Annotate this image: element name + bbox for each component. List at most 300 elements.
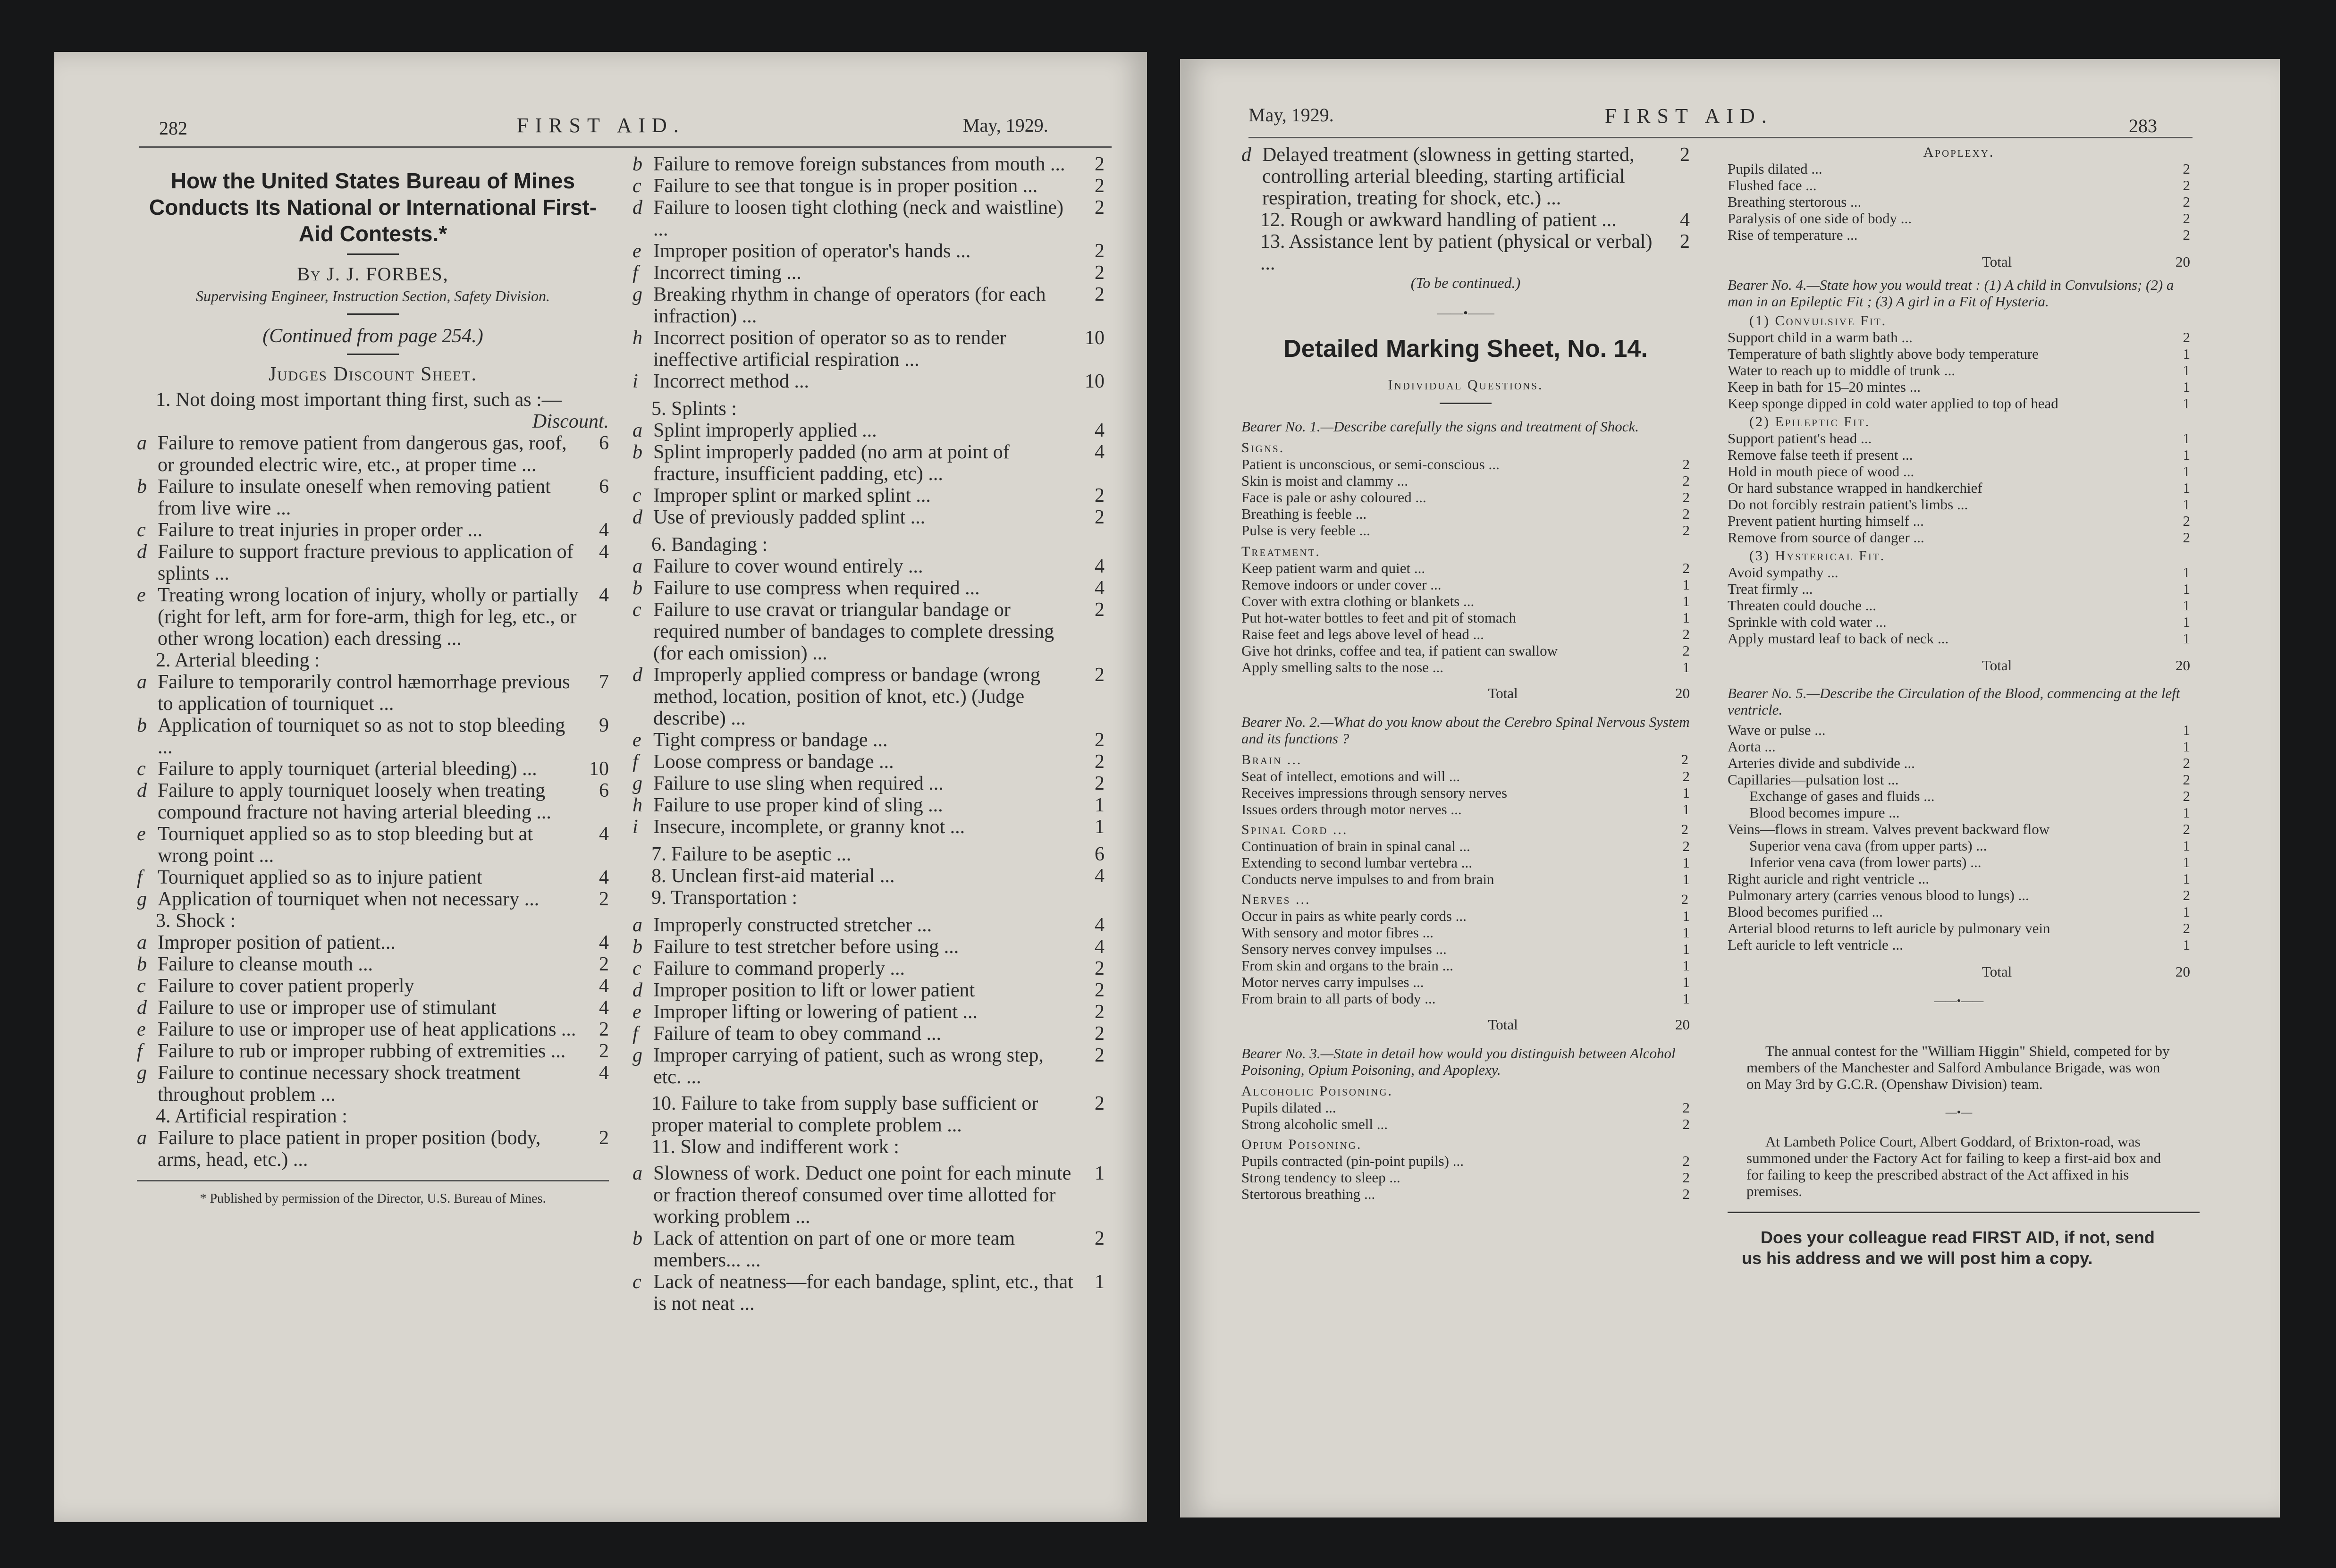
item-value: 1	[2183, 581, 2190, 597]
item-letter: f	[632, 1023, 638, 1045]
item-letter: c	[137, 758, 146, 780]
shield-news: The annual contest for the "William Higgin" Shield, competed for by members of the Manchester and Salford Ambulance Brigade, was won on May 3rd by G.C.R. (Openshaw Division) team.	[1746, 1043, 2170, 1092]
item-text: Put hot-water bottles to feet and pit of stomach	[1241, 609, 1516, 626]
item-letter: c	[137, 975, 146, 997]
item-text: Flushed face ...	[1728, 177, 1817, 194]
list-item	[1728, 738, 2190, 755]
list-item	[632, 664, 1105, 729]
item-text: Failure to test stretcher before using ...	[653, 936, 959, 958]
item-letter: g	[632, 284, 642, 305]
item-text: Sensory nerves convey impulses ...	[1241, 941, 1447, 957]
item-letter: f	[632, 751, 638, 773]
list-item	[1728, 920, 2190, 936]
item-value: 10	[589, 758, 609, 780]
item-value: 1	[1682, 854, 1690, 871]
list-item	[632, 1045, 1105, 1088]
item-value: 2	[599, 1019, 609, 1040]
item-value: 1	[2183, 738, 2190, 755]
date-right: May, 1929.	[1248, 104, 1334, 126]
left-column-1	[137, 168, 609, 1210]
list-item	[632, 816, 1105, 838]
item-text: Apply smelling salts to the nose ...	[1241, 659, 1443, 675]
item-letter: a	[632, 556, 642, 577]
list-item	[632, 577, 1105, 599]
item-value: 2	[1095, 979, 1105, 1001]
list-item	[1728, 581, 2190, 597]
item-value: 1	[2183, 837, 2190, 854]
hysterical-heading: (3) Hysterical Fit.	[1749, 548, 1886, 564]
bearer-3-question: Bearer No. 3.—State in detail how would you distinguish between Alcohol Poisoning, Opium Poisoning, and Apoplexy.	[1241, 1045, 1676, 1078]
item-value: 1	[1682, 974, 1690, 990]
item-text: Failure to cleanse mouth ...	[158, 953, 373, 975]
list-item	[1728, 788, 2190, 804]
item-text: Failure to use sling when required ...	[653, 773, 944, 794]
item-value: 1	[2183, 903, 2190, 920]
list-item	[632, 240, 1105, 262]
item-value: 2	[1682, 1169, 1690, 1186]
item-value: 1	[2183, 597, 2190, 614]
item-text: Failure to insulate oneself when removing patient from live wire ...	[158, 476, 551, 519]
item-value: 2	[1095, 664, 1105, 686]
item-value: 1	[2183, 463, 2190, 480]
item-text: Strong alcoholic smell ...	[1241, 1116, 1388, 1132]
item-value: 2	[2183, 177, 2190, 194]
list-item	[632, 420, 1105, 441]
item-12: 12. Rough or awkward handling of patient ... 4	[1260, 209, 1690, 231]
item-letter: f	[137, 1040, 143, 1062]
item-8: 8. Unclean first-aid material ... 4	[651, 865, 1105, 887]
item-value: 1	[1682, 924, 1690, 941]
item-text: Failure to cover wound entirely ...	[653, 556, 923, 577]
list-item	[1241, 659, 1690, 675]
list-item-group	[632, 914, 1105, 1088]
item-value: 2	[2183, 513, 2190, 529]
running-title-left: FIRST AID.	[517, 114, 685, 137]
item-value: 2	[1095, 1045, 1105, 1066]
list-item-group	[1728, 722, 2190, 953]
item-value: 1	[2183, 804, 2190, 821]
item-value: 2	[1682, 642, 1690, 659]
item-text: Blood becomes purified ...	[1728, 903, 1883, 920]
item-text: Treat firmly ...	[1728, 581, 1813, 597]
item-text: Failure to apply tourniquet loosely when treating compound fracture not having arterial bleeding ...	[158, 780, 551, 823]
item-text: Lack of attention on part of one or more team members... ...	[653, 1228, 1015, 1271]
item-text: Temperature of bath slightly above body temperature	[1728, 346, 2039, 362]
item-value: 1	[1682, 957, 1690, 974]
item-text: Failure to cover patient properly	[158, 975, 414, 997]
item-text: Motor nerves carry impulses ...	[1241, 974, 1424, 990]
item-value: 1	[1095, 1163, 1105, 1184]
item-text: Hold in mouth piece of wood ...	[1728, 463, 1914, 480]
item-value: 2	[2183, 529, 2190, 546]
treatment-heading: Treatment.	[1241, 544, 1321, 559]
list-item-group	[137, 1127, 609, 1171]
signs-heading: Signs.	[1241, 440, 1285, 455]
item-value: 2	[1095, 1023, 1105, 1045]
list-item	[632, 979, 1105, 1001]
list-item	[1241, 593, 1690, 609]
item-letter: b	[137, 476, 147, 497]
item-value: 2	[1682, 456, 1690, 472]
item-value: 2	[1095, 506, 1105, 528]
date-left: May, 1929.	[963, 115, 1048, 136]
item-value: 1	[2183, 722, 2190, 738]
heading-slow: 11. Slow and indifferent work :	[651, 1136, 899, 1158]
list-item	[1241, 768, 1690, 784]
list-item	[1241, 1099, 1690, 1116]
item-value: 1	[1682, 659, 1690, 675]
item-value: 2	[1682, 560, 1690, 576]
item-value: 1	[2183, 630, 2190, 647]
item-text: Keep patient warm and quiet ...	[1241, 560, 1425, 576]
list-item	[137, 758, 609, 780]
list-item	[137, 867, 609, 888]
list-item-group	[632, 1163, 1105, 1315]
item-text: Application of tourniquet when not necessary ...	[158, 888, 540, 910]
item-value: 2	[2183, 227, 2190, 243]
item-letter: d	[632, 979, 642, 1001]
item-text: Skin is moist and clammy ...	[1241, 472, 1408, 489]
item-letter: c	[632, 175, 641, 197]
item-letter: a	[137, 932, 147, 953]
questions-rule	[1440, 403, 1492, 404]
list-item	[1241, 871, 1690, 887]
list-item	[137, 584, 609, 649]
heading-shock: 3. Shock :	[156, 910, 236, 932]
item-value: 2	[2183, 329, 2190, 346]
item-text: Pupils contracted (pin-point pupils) ...	[1241, 1153, 1464, 1169]
item-value: 1	[2183, 614, 2190, 630]
list-item	[1728, 771, 2190, 788]
header-rule-right	[1248, 137, 2193, 138]
item-text: Improperly constructed stretcher ...	[653, 914, 932, 936]
list-item	[1728, 160, 2190, 177]
item-value: 2	[1682, 489, 1690, 506]
list-item	[632, 1228, 1105, 1271]
item-value: 2	[1095, 175, 1105, 197]
promo-rule	[1728, 1212, 2200, 1213]
item-text: Cover with extra clothing or blankets ...	[1241, 593, 1475, 609]
item-value: 1	[1682, 908, 1690, 924]
list-item	[1241, 506, 1690, 522]
item-text: Tourniquet applied so as to injure patient	[158, 867, 482, 888]
list-item	[632, 441, 1105, 485]
list-item	[632, 556, 1105, 577]
item-text: Improper position of operator's hands ...	[653, 240, 971, 262]
item-text: With sensory and motor fibres ...	[1241, 924, 1434, 941]
item-letter: d	[632, 197, 642, 219]
item-text: Improper position to lift or lower patient	[653, 979, 975, 1001]
item-value: 2	[1095, 751, 1105, 773]
item-text: Incorrect method ...	[653, 371, 810, 392]
item-text: Remove indoors or under cover ...	[1241, 576, 1442, 593]
item-letter: b	[632, 153, 642, 175]
item-value: 1	[2183, 854, 2190, 870]
item-value: 4	[1095, 420, 1105, 441]
heading-bandaging: 6. Bandaging :	[651, 534, 768, 556]
list-item	[632, 197, 1105, 240]
item-value: 1	[2183, 936, 2190, 953]
item-value: 1	[1095, 794, 1105, 816]
item-text: Failure to rub or improper rubbing of extremities ...	[158, 1040, 566, 1062]
heading-splints: 5. Splints :	[651, 398, 737, 420]
item-value: 6	[599, 476, 609, 497]
item-value: 2	[1095, 1001, 1105, 1023]
convulsive-heading: (1) Convulsive Fit.	[1749, 313, 1887, 329]
total-3: Total 20	[1982, 253, 2190, 270]
item-value: 4	[599, 997, 609, 1019]
item-text: Issues orders through motor nerves ...	[1241, 801, 1462, 818]
item-text: Patient is unconscious, or semi-conscious ...	[1241, 456, 1500, 472]
opium-heading: Opium Poisoning.	[1241, 1137, 1362, 1152]
item-value: 2	[1682, 1099, 1690, 1116]
item-text: Failure to temporarily control hæmorrhage previous to application of tourniquet ...	[158, 671, 570, 715]
item-text: Sprinkle with cold water ...	[1728, 614, 1887, 630]
alcohol-heading: Alcoholic Poisoning.	[1241, 1083, 1393, 1099]
item-value: 7	[599, 671, 609, 693]
right-column-1	[1241, 144, 1690, 1202]
title-rule	[347, 253, 399, 255]
item-value: 2	[2183, 160, 2190, 177]
list-item	[1728, 463, 2190, 480]
item-text: Failure to place patient in proper position (body, arms, head, etc.) ...	[158, 1127, 541, 1171]
list-item	[1241, 1116, 1690, 1132]
item-value: 1	[2183, 564, 2190, 581]
item-13: 13. Assistance lent by patient (physical or verbal) ... 2	[1260, 231, 1690, 274]
item-text: Remove false teeth if present ...	[1728, 447, 1913, 463]
list-item	[1728, 837, 2190, 854]
item-text: Prevent patient hurting himself ...	[1728, 513, 1924, 529]
item-letter: g	[632, 1045, 642, 1066]
list-item-group	[1241, 768, 1690, 818]
total-2: Total 20	[1488, 1016, 1690, 1033]
list-item	[1728, 430, 2190, 447]
list-item	[1728, 496, 2190, 513]
list-item	[1728, 903, 2190, 920]
left-column-2	[632, 153, 1105, 1315]
item-letter: a	[137, 432, 147, 454]
item-text: Raise feet and legs above level of head ...	[1241, 626, 1484, 642]
item-value: 2	[1095, 153, 1105, 175]
item-value: 2	[1682, 838, 1690, 854]
item-value: 2	[1095, 958, 1105, 979]
item-letter: g	[137, 1062, 147, 1084]
header-rule-left	[139, 146, 1112, 148]
item-letter: a	[632, 914, 642, 936]
ornament-divider: —•—	[1945, 1106, 1973, 1119]
list-item-group	[632, 420, 1105, 528]
list-item	[137, 541, 609, 584]
item-text: Delayed treatment (slowness in getting started, controlling arterial bleeding, starting artificial respiration, treating for shock, etc.) ...	[1262, 144, 1635, 209]
item-value: 2	[2183, 821, 2190, 837]
list-item-group	[1241, 456, 1690, 539]
list-item-group	[1241, 1153, 1690, 1202]
item-value: 2	[2183, 771, 2190, 788]
item-text: Blood becomes impure ...	[1749, 804, 1900, 821]
list-item	[1241, 1153, 1690, 1169]
list-item	[1728, 362, 2190, 379]
item-text: Failure to use or improper use of stimulant	[158, 997, 497, 1019]
item-text: Aorta ...	[1728, 738, 1776, 755]
item-text: Keep sponge dipped in cold water applied to top of head	[1728, 395, 2058, 412]
item-text: Failure to use compress when required ...	[653, 577, 980, 599]
continued-rule	[347, 354, 399, 355]
item-text: Inferior vena cava (from lower parts) ...	[1749, 854, 1982, 870]
item-letter: c	[137, 519, 146, 541]
item-letter: c	[632, 599, 641, 621]
subscription-promo: Does your colleague read FIRST AID, if not, send us his address and we will post him a copy.	[1742, 1228, 2155, 1268]
item-value: 1	[2183, 496, 2190, 513]
ornament-divider: ——•——	[1934, 995, 1984, 1007]
list-item-group	[137, 932, 609, 1105]
item-value: 4	[599, 541, 609, 563]
item-letter: b	[632, 936, 642, 958]
list-item	[632, 936, 1105, 958]
left-page	[54, 52, 1147, 1522]
item-value: 4	[1095, 936, 1105, 958]
list-item	[632, 1001, 1105, 1023]
item-text: Support child in a warm bath ...	[1728, 329, 1913, 346]
item-value: 2	[1682, 522, 1690, 539]
item-value: 1	[2183, 430, 2190, 447]
item-letter: e	[632, 1001, 641, 1023]
right-column-2	[1728, 144, 2190, 1269]
item-value: 4	[599, 867, 609, 888]
item-text: Paralysis of one side of body ...	[1728, 210, 1912, 227]
list-item	[632, 773, 1105, 794]
list-item	[1241, 560, 1690, 576]
item-text: Water to reach up to middle of trunk ...	[1728, 362, 1956, 379]
item-value: 2	[1682, 472, 1690, 489]
item-text: Failure to see that tongue is in proper position ...	[653, 175, 1038, 197]
list-item	[1241, 924, 1690, 941]
list-item	[632, 914, 1105, 936]
item-letter: g	[632, 773, 642, 794]
bearer-2-question: Bearer No. 2.—What do you know about the Cerebro Spinal Nervous System and its functions ?	[1241, 714, 1690, 747]
item-letter: e	[137, 584, 146, 606]
item-letter: f	[632, 262, 638, 284]
bearer-5-question: Bearer No. 5.—Describe the Circulation of the Blood, commencing at the left ventricle.	[1728, 685, 2180, 718]
item-text: Tight compress or bandage ...	[653, 729, 888, 751]
brain-heading: Brain ... 2	[1241, 752, 1690, 767]
list-item	[632, 153, 1105, 175]
continued-note: (Continued from page 254.)	[262, 325, 483, 347]
item-7: 7. Failure to be aseptic ... 6	[651, 843, 1105, 865]
item-value: 2	[599, 1127, 609, 1149]
item-letter: a	[137, 1127, 147, 1149]
footnote: * Published by permission of the Director, U.S. Bureau of Mines.	[200, 1191, 546, 1206]
list-item	[1241, 838, 1690, 854]
list-item	[1728, 614, 2190, 630]
item-text: Avoid sympathy ...	[1728, 564, 1838, 581]
bearer-1-question: Bearer No. 1.—Describe carefully the signs and treatment of Shock.	[1241, 418, 1639, 435]
list-item	[632, 751, 1105, 773]
list-item	[632, 794, 1105, 816]
list-item	[1241, 489, 1690, 506]
list-item	[1728, 447, 2190, 463]
item-text: Breathing stertorous ...	[1728, 194, 1862, 210]
item-letter: d	[1241, 144, 1251, 166]
item-value: 1	[1682, 593, 1690, 609]
item-text: Pulmonary artery (carries venous blood to lungs) ...	[1728, 887, 2029, 903]
bearer-4-question: Bearer No. 4.—State how you would treat : (1) A child in Convulsions; (2) a man in an Epileptic Fit ; (3) A girl in a Fit of Hysteria.	[1728, 277, 2174, 310]
item-text: From skin and organs to the brain ...	[1241, 957, 1453, 974]
item-value: 4	[1095, 556, 1105, 577]
item-letter: b	[137, 953, 147, 975]
item-letter: d	[137, 780, 147, 801]
item-value: 2	[2183, 755, 2190, 771]
item-text: Arteries divide and subdivide ...	[1728, 755, 1915, 771]
item-text: Strong tendency to sleep ...	[1241, 1169, 1400, 1186]
item-value: 2	[1095, 485, 1105, 506]
list-item	[632, 506, 1105, 528]
list-item	[137, 823, 609, 867]
item-text: From brain to all parts of body ...	[1241, 990, 1436, 1007]
list-item-group	[1728, 564, 2190, 647]
list-item	[137, 1127, 609, 1171]
heading-arterial: 2. Arterial bleeding :	[156, 649, 320, 671]
item-value: 1	[1682, 871, 1690, 887]
item-text: Left auricle to left ventricle ...	[1728, 936, 1903, 953]
list-item-group	[632, 153, 1105, 392]
item-text: Continuation of brain in spinal canal ...	[1241, 838, 1470, 854]
item-text: Failure to apply tourniquet (arterial bleeding) ...	[158, 758, 537, 780]
list-item	[137, 1062, 609, 1105]
item-text: Superior vena cava (from upper parts) ...	[1749, 837, 1987, 854]
list-item	[1728, 480, 2190, 496]
item-text: Give hot drinks, coffee and tea, if patient can swallow	[1241, 642, 1558, 659]
item-value: 2	[2183, 194, 2190, 210]
item-value: 2	[1095, 1228, 1105, 1249]
list-item	[632, 1023, 1105, 1045]
item-text: Failure of team to obey command ...	[653, 1023, 942, 1045]
list-item	[1728, 821, 2190, 837]
item-text: Failure to command properly ...	[653, 958, 905, 979]
list-item	[1728, 210, 2190, 227]
item-text: Lack of neatness—for each bandage, splint, etc., that is not neat ...	[653, 1271, 1073, 1315]
list-item	[137, 953, 609, 975]
item-value: 2	[2183, 788, 2190, 804]
total-1: Total 20	[1488, 685, 1690, 701]
list-item	[1241, 854, 1690, 871]
list-item	[1728, 564, 2190, 581]
list-item	[1728, 630, 2190, 647]
list-item	[1241, 1169, 1690, 1186]
item-value: 4	[1095, 914, 1105, 936]
item-value: 6	[599, 432, 609, 454]
list-item	[137, 888, 609, 910]
list-item	[1728, 755, 2190, 771]
item-text: Do not forcibly restrain patient's limbs ...	[1728, 496, 1968, 513]
item-letter: a	[137, 671, 147, 693]
item-value: 2	[1095, 262, 1105, 284]
individual-questions: Individual Questions.	[1388, 377, 1543, 393]
item-text: Splint improperly padded (no arm at point of fracture, insufficient padding, etc) ...	[653, 441, 1010, 485]
item-letter: c	[632, 485, 641, 506]
list-item	[1241, 957, 1690, 974]
item-value: 1	[1095, 816, 1105, 838]
item-text: Apply mustard leaf to back of neck ...	[1728, 630, 1949, 647]
running-title-right: FIRST AID.	[1605, 104, 1773, 127]
item-letter: f	[137, 867, 143, 888]
item-10: 10. Failure to take from supply base sufficient or proper material to complete problem ... 2	[651, 1093, 1105, 1136]
list-item-group	[1241, 560, 1690, 675]
item-text: Incorrect position of operator so as to render ineffective artificial respiration ...	[653, 327, 1006, 371]
total-4: Total 20	[1982, 657, 2190, 674]
item-value: 2	[1682, 1116, 1690, 1132]
list-item-group	[137, 671, 609, 910]
item-text: Slowness of work. Deduct one point for each minute or fraction thereof consumed over time allotted for working problem ...	[653, 1163, 1071, 1228]
